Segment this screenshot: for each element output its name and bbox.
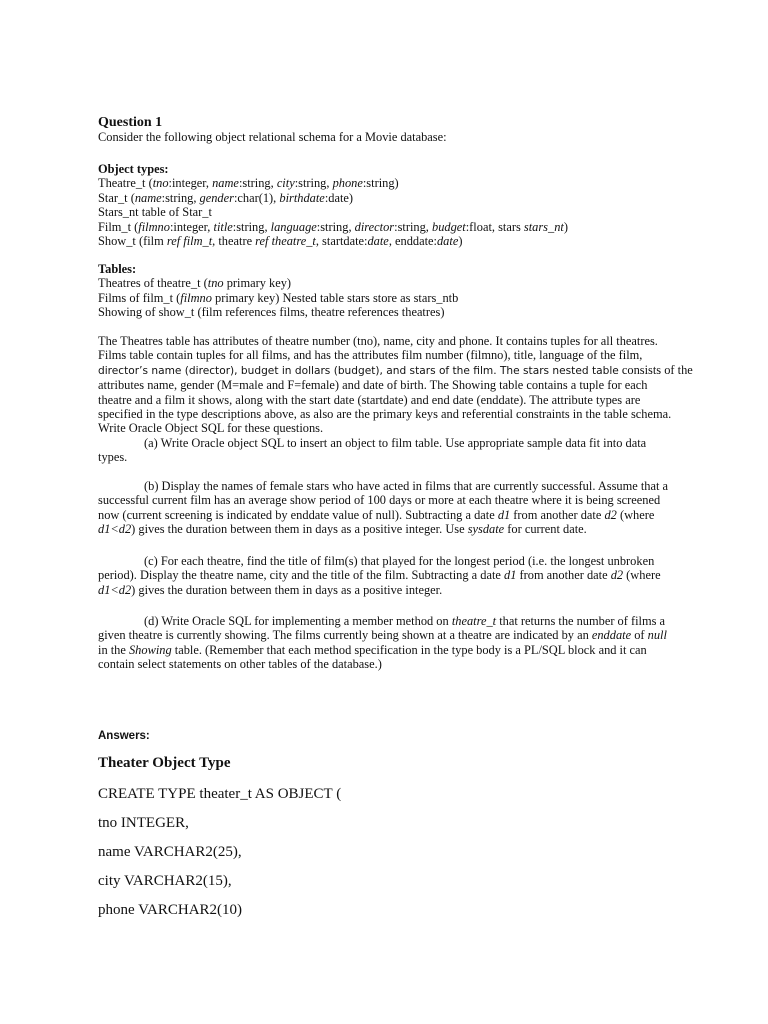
theatre-type-line: Theatre_t (tno:integer, name:string, city:string, phone:string) — [98, 176, 399, 191]
object-types-heading: Object types: — [98, 162, 169, 176]
show-type-line: Show_t (film ref film_t, theatre ref theatre_t, startdate:date, enddate:date) — [98, 234, 463, 249]
stars-nt-line: Stars_nt table of Star_t — [98, 205, 212, 220]
code-line: CREATE TYPE theater_t AS OBJECT ( — [98, 786, 342, 802]
showing-table-line: Showing of show_t (film references films, theatre references theatres) — [98, 305, 445, 320]
answers-heading: Answers: — [98, 730, 150, 742]
part-a-line-1: (a) Write Oracle object SQL to insert an object to film table. Use appropriate sample data fit into data — [144, 435, 647, 450]
films-table-line: Films of film_t (filmno primary key) Nested table stars store as stars_ntb — [98, 290, 459, 305]
part-c-paragraph: (c) For each theatre, find the title of film(s) that played for the longest period (i.e. the longest unbroken period). Display the theatre name, city and the title of the film. Subtracting a date d1 from another date d2 (where d1<d2) gives the duration between them in days as a positive integer. — [98, 554, 661, 597]
object-types-block — [98, 162, 680, 248]
part-b-paragraph: (b) Display the names of female stars who have acted in films that are currently successful. Assume that a successful current film has an average show period of 100 days or more at each theatre where it is being screened now (current screening is indicated by enddate value of null). Subtracting a date d1 from another date d2 (where d1<d2) gives the duration between them in days as a positive integer. Use sysdate for current date. — [98, 479, 669, 537]
description-paragraph: The Theatres table has attributes of theatre number (tno), name, city and phone. It contains tuples for all theatres. Films table contain tuples for all films, and has the attributes film number (filmno), title, language of the film, director’s name (director), budget in dollars (budget), and stars of the film. The stars nested table consists of the attributes name, gender (M=male and F=female) and date of birth. The Showing table contains a tuple for each theatre and a film it shows, along with the start date (startdate) and end date (enddate). The attribute types are specified in the type descriptions above, as also are the primary keys and referential constraints in the table schema. Write Oracle Object SQL for these questions. (a) Write Oracle object SQL to insert an object to film table. Use appropriate sample data fit into data types. — [98, 334, 693, 465]
theatres-table-line: Theatres of theatre_t (tno primary key) — [98, 276, 292, 291]
question-title: Question 1 — [98, 115, 163, 130]
code-line: name VARCHAR2(25), — [98, 844, 242, 860]
star-type-line: Star_t (name:string, gender:char(1), birthdate:date) — [98, 190, 354, 205]
tables-block — [98, 262, 680, 320]
code-line: tno INTEGER, — [98, 815, 189, 831]
part-a-line-2: types. — [98, 450, 128, 465]
part-d-paragraph: (d) Write Oracle SQL for implementing a member method on theatre_t that returns the number of films a given theatre is currently showing. The films currently being shown at a theatre are indicated by an enddate of null in the Showing table. (Remember that each method specification in the type body is a PL/SQL block and it can contain select statements on other tables of the database.) — [98, 614, 667, 672]
code-line: city VARCHAR2(15), — [98, 873, 232, 889]
code-line: phone VARCHAR2(10) — [98, 902, 243, 918]
film-type-line: Film_t (filmno:integer, title:string, language:string, director:string, budget:float, stars stars_nt) — [98, 219, 568, 234]
answer-subheading: Theater Object Type — [98, 755, 231, 771]
question-block — [98, 116, 680, 145]
tables-heading: Tables: — [98, 262, 137, 276]
question-intro: Consider the following object relational schema for a Movie database: — [98, 130, 447, 145]
